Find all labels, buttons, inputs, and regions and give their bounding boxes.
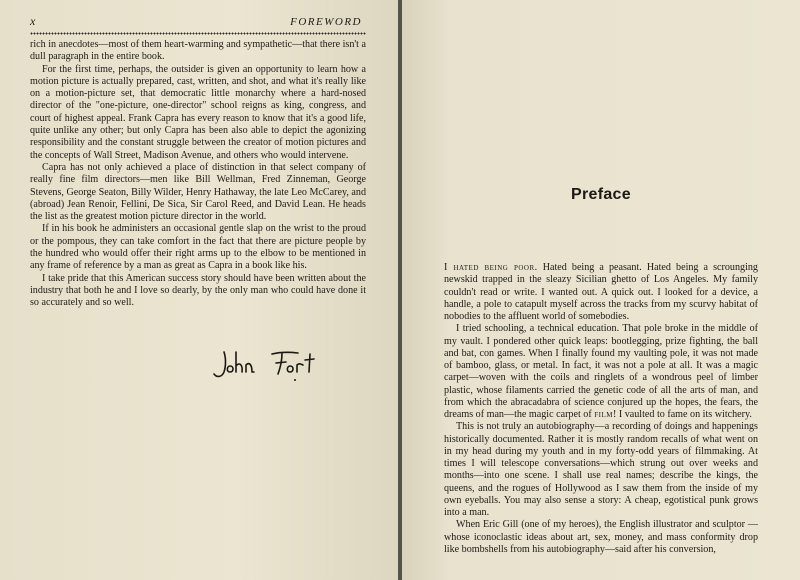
- paragraph: If in his book he administers an occasional gentle slap on the wrist to the proud or the pompous, they can take comfort in the fact that there are picture people by the hundred who would offer their right arms up to the elbow to be mentioned in any frame of reference by a man as great as Capra in a book like his.: [30, 223, 366, 272]
- paragraph: For the first time, perhaps, the outsider is given an opportunity to learn how a motion picture is actually prepared, cast, written, and shot, and what it's really like on a motion-picture set, that democratic little monarchy where a hard-nosed director of the "one-picture, one-director" school reigns as king, congress, and court of highest appeal. Frank Capra has every reason to know that it's a good life, quite unlike any other; but only Capra has been also able to depict the agonizing responsibility and the constant struggle between the creator of motion pictures and the concepts of Wall Street, Madison Avenue, and others who would intervene.: [30, 63, 366, 161]
- running-head: [30, 14, 366, 29]
- paragraph: [444, 262, 758, 323]
- preface-text: [444, 262, 758, 556]
- paragraph-rest: Hated being a peasant. Hated being a scrounging newskid trapped in the sleazy Sicilian ghetto of Los Angeles. My family couldn't read or write. I wanted out. A quick out. I looked for a device, a handle, a pole to catapult myself across the tracks from my scurvy habitat of nobodies to the affluent world of somebodies.: [444, 262, 758, 322]
- lead-in-small-caps: I hated being poor.: [444, 262, 538, 273]
- paragraph: Capra has not only achieved a place of distinction in that select company of really fine film directors—men like Bill Wellman, Fred Zinneman, George Stevens, George Seaton, Billy Wilder, Henry Hathaway, the late Leo McCarey, and (abroad) Jean Renoir, Fellini, De Sica, Sir Carol Reed, and David Lean. He heads the list as the greatest motion picture director in the world.: [30, 161, 366, 223]
- paragraph: I take pride that this American success story should have been written about the industry that both he and I love so dearly, by the only man who could have done it so accurately and so well.: [30, 272, 366, 309]
- paragraph: rich in anecdotes—most of them heart-warming and sympathetic—that there isn't a dull paragraph in the entire book.: [30, 39, 366, 63]
- running-head-title: FOREWORD: [290, 16, 362, 28]
- right-page: [402, 0, 800, 580]
- paragraph: [444, 323, 758, 421]
- foreword-text: [30, 39, 366, 310]
- paragraph: This is not truly an autobiography—a recording of doings and happenings historically documented. Rather it is mostly random recalls of what went on in my head during my youth and in my forty-odd years of filmmaking. At times I will telescope conversations—which strung out over weeks and months—into one scene. I shall use real names; describe the kings, the queens, and the rogues of Hollywood as I saw them from the inside of my own eyeballs. You may also sense a story: A cheap, egotistical punk grows into a man.: [444, 421, 758, 518]
- signature-john-ford: [210, 344, 340, 384]
- small-caps-word: film: [594, 409, 613, 420]
- left-page: [0, 0, 398, 580]
- paragraph-part: I tried schooling, a technical education. That pole broke in the middle of my vault. I pondered other quick leaps: bootlegging, prize fighting, the ball and bat, con games. When I finally found my vaulting pole, it was not made of bamboo, glass, or metal. In fact, it was not a pole at all. It was a magic carpet—woven with the coils and ringlets of a wondrous peel of limber plastic, whose filaments carried the genetic code of all the arts of man, and from which the abracadabra of science conjured up the hopes, the fears, the dreams of man—the magic carpet of: [444, 323, 758, 420]
- paragraph: When Eric Gill (one of my heroes), the English illustrator and sculptor —whose iconoclastic ideas about art, sex, money, and mass conformity drop like bombshells from his autobiography—said after his conversion,: [444, 519, 758, 555]
- dotted-rule: [30, 32, 366, 35]
- page-number: x: [30, 14, 37, 28]
- preface-heading: Preface: [571, 186, 631, 203]
- paragraph-part: ! I vaulted to fame on its witchery.: [612, 409, 752, 420]
